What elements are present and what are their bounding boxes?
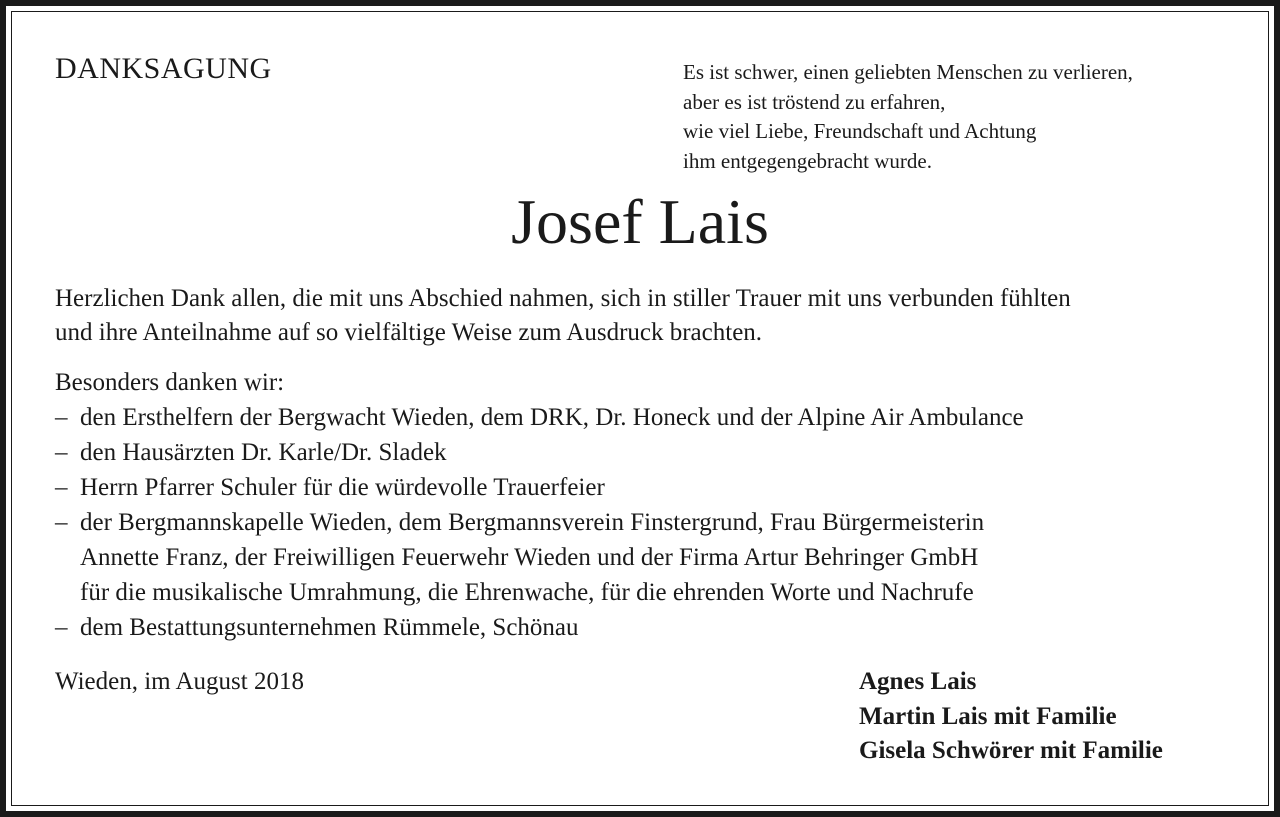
bullet-dash: – bbox=[55, 614, 68, 641]
thanks-paragraph-line: Herzlichen Dank allen, die mit uns Abschied nahmen, sich in stiller Trauer mit uns verbunden fühlten bbox=[55, 285, 1071, 312]
signer-name: Agnes Lais bbox=[859, 668, 977, 695]
list-item bbox=[55, 470, 1024, 505]
deceased-name: Josef Lais bbox=[511, 186, 769, 257]
motto-line: ihm entgegengebracht wurde. bbox=[683, 148, 932, 173]
motto-quote bbox=[683, 58, 1133, 176]
place-date: Wieden, im August 2018 bbox=[55, 668, 304, 695]
thanks-paragraph bbox=[55, 282, 1071, 350]
list-item-text: Herrn Pfarrer Schuler für die würdevolle Trauerfeier bbox=[80, 474, 605, 501]
list-item-text: der Bergmannskapelle Wieden, dem Bergmannsverein Finstergrund, Frau Bürgermeisterin bbox=[80, 509, 985, 536]
list-item bbox=[55, 400, 1024, 435]
special-thanks-list bbox=[55, 400, 1024, 645]
list-item bbox=[55, 610, 1024, 645]
motto-line: Es ist schwer, einen geliebten Menschen zu verlieren, bbox=[683, 60, 1133, 84]
special-thanks-intro: Besonders danken wir: bbox=[55, 369, 285, 396]
signer-name: Martin Lais mit Familie bbox=[859, 702, 1117, 730]
list-item bbox=[55, 435, 1024, 470]
signer-name: Gisela Schwörer mit Familie bbox=[859, 737, 1163, 764]
list-item-text: den Ersthelfern der Bergwacht Wieden, dem DRK, Dr. Honeck und der Alpine Air Ambulance bbox=[80, 404, 1024, 431]
list-item-text: dem Bestattungsunternehmen Rümmele, Schönau bbox=[80, 614, 579, 641]
motto-line: wie viel Liebe, Freundschaft und Achtung bbox=[683, 119, 1037, 143]
notice-heading: DANKSAGUNG bbox=[55, 52, 272, 85]
list-item bbox=[55, 505, 1024, 610]
motto-line: aber es ist tröstend zu erfahren, bbox=[683, 89, 946, 114]
thanks-paragraph-line: und ihre Anteilnahme auf so vielfältige Weise zum Ausdruck brachten. bbox=[55, 319, 763, 346]
bullet-dash: – bbox=[55, 474, 68, 501]
list-item-text: Annette Franz, der Freiwilligen Feuerwehr Wieden und der Firma Artur Behringer GmbH bbox=[80, 544, 979, 571]
signers-list bbox=[859, 665, 1163, 769]
list-item-text: den Hausärzten Dr. Karle/Dr. Sladek bbox=[80, 439, 447, 466]
bullet-dash: – bbox=[55, 439, 68, 466]
bullet-dash: – bbox=[55, 404, 68, 431]
bullet-dash: – bbox=[55, 509, 68, 536]
list-item-text: für die musikalische Umrahmung, die Ehrenwache, für die ehrenden Worte und Nachrufe bbox=[80, 579, 974, 606]
